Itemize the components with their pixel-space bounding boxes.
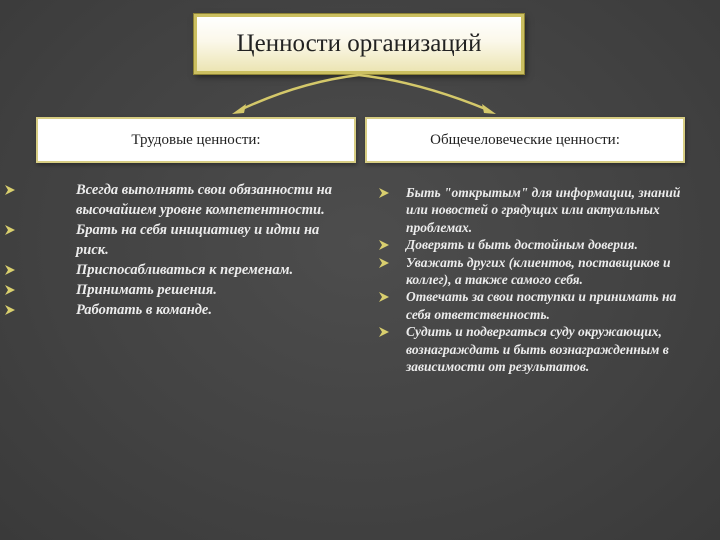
labor-values-list <box>4 180 334 320</box>
arrow-bullet-icon <box>378 239 390 251</box>
column-heading-labor <box>36 117 356 163</box>
list-item-text: Работать в команде. <box>76 302 212 318</box>
list-item <box>378 288 686 323</box>
arrow-bullet-icon <box>4 184 16 196</box>
universal-values-list <box>378 184 686 375</box>
list-item <box>378 184 686 236</box>
list-item-text: Брать на себя инициативу и идти на риск. <box>76 222 320 258</box>
list-item-text: Доверять и быть достойным доверия. <box>406 237 638 253</box>
list-item <box>378 254 686 289</box>
list-item-text: Всегда выполнять свои обязанности на высочайшем уровне компетентности. <box>76 182 332 218</box>
arrow-bullet-icon <box>4 264 16 276</box>
connector-arrows <box>0 0 720 130</box>
column-heading-universal-label: Общечеловеческие ценности: <box>430 131 620 148</box>
column-heading-labor-label: Трудовые ценности: <box>131 131 261 148</box>
list-item <box>4 180 334 220</box>
list-item <box>378 323 686 375</box>
list-item-text: Судить и подвергаться суду окружающих, вознаграждать и быть вознагражденным в зависимости от результатов. <box>406 324 669 375</box>
arrow-bullet-icon <box>378 291 390 303</box>
column-heading-universal <box>365 117 685 163</box>
page-title: Ценности организаций <box>236 30 482 57</box>
list-item-text: Отвечать за свои поступки и принимать на себя ответственность. <box>406 289 677 322</box>
list-item <box>4 260 334 280</box>
arrow-bullet-icon <box>4 224 16 236</box>
arrow-left-head <box>232 104 246 114</box>
list-item-text: Приспосабливаться к переменам. <box>76 262 294 278</box>
arrow-bullet-icon <box>378 257 390 269</box>
arrow-bullet-icon <box>378 187 390 199</box>
list-item-text: Уважать других (клиентов, поставщиков и коллег), а также самого себя. <box>406 254 671 288</box>
list-item-text: Быть "открытым" для информации, знаний или новостей о грядущих или актуальных проблемах. <box>406 185 681 235</box>
list-item <box>4 220 334 260</box>
list-item <box>378 236 686 253</box>
arrow-bullet-icon <box>378 326 390 338</box>
arrow-right-head <box>482 104 496 114</box>
arrow-bullet-icon <box>4 304 16 316</box>
list-item <box>4 300 334 320</box>
arrow-bullet-icon <box>4 284 16 296</box>
list-item-text: Принимать решения. <box>76 282 217 298</box>
list-item <box>4 280 334 300</box>
